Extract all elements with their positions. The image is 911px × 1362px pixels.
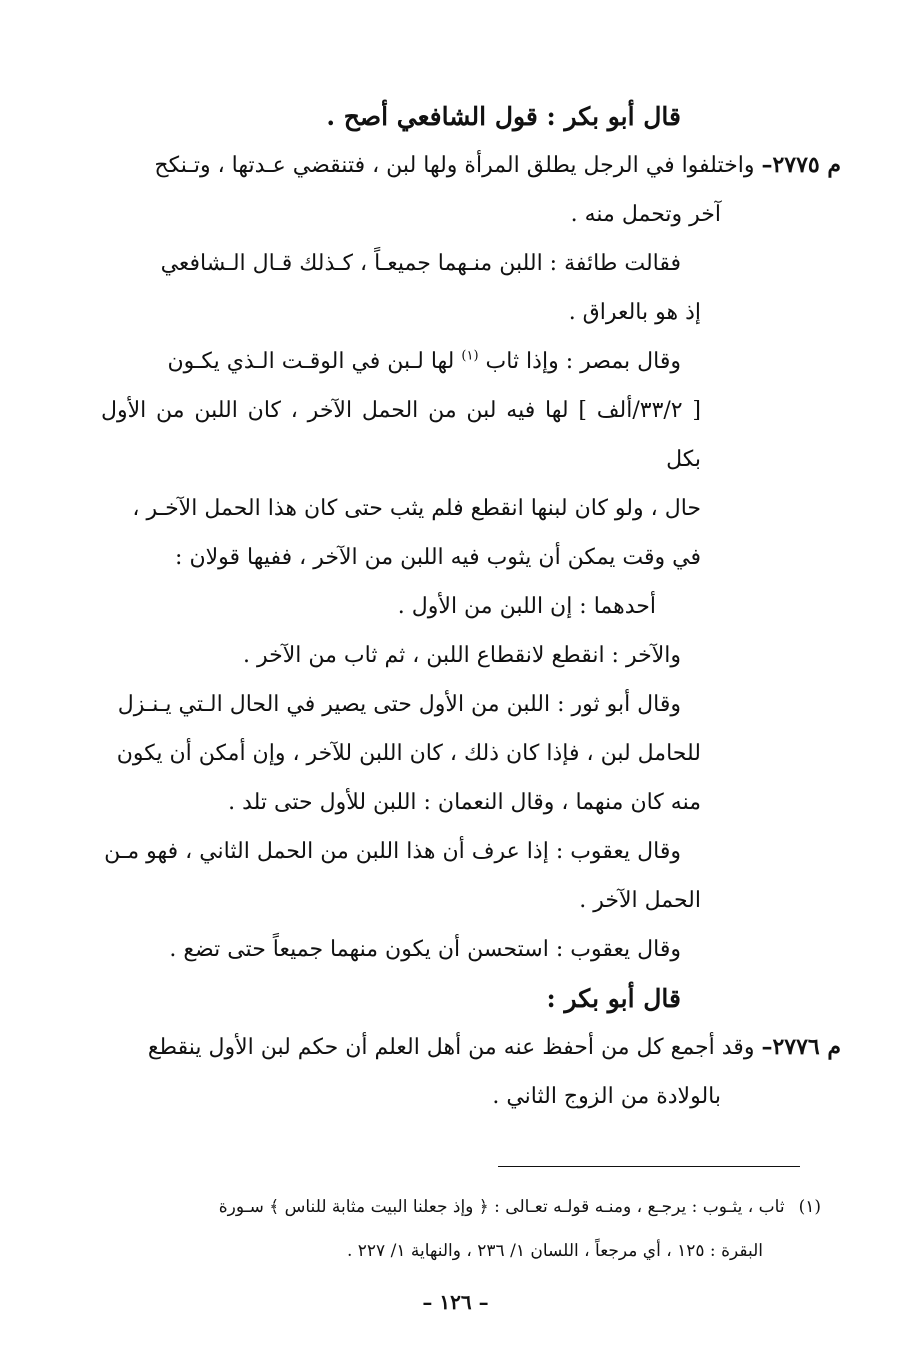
heading-abu-bakr-2: قال أبو بكر : [546,984,681,1013]
text-line: فقالت طائفة : اللبن منـهما جميعـاً ، كـذلك قـال الـشافعي [160,251,681,276]
entry-text-continued: بالولادة من الزوج الثاني . [492,1084,721,1109]
footnote-divider [498,1166,800,1167]
text-line: حال ، ولو كان لبنها انقطع فلم يثب حتى كان هذا الحمل الآخـر ، [132,496,701,521]
entry-text-continued: آخر وتحمل منه . [570,202,721,227]
text-line: الحمل الآخر . [579,888,701,913]
entry-2775 [101,141,841,239]
paragraph-misr [101,337,821,582]
paragraph-abu-thawr [101,680,821,827]
main-text [101,92,841,1121]
footnote [96,1185,821,1273]
footnote-number: (١) [798,1197,821,1217]
entry-number: م ٢٧٧٥– [761,152,841,178]
paragraph-yaqub-2: وقال يعقوب : استحسن أن يكون منهما جميعاً حتى تضع . [169,937,681,962]
text-span: لها لـبن في الوقـت الـذي يكـون [167,349,455,374]
footnote-text: ثاب ، يثـوب : يرجـع ، ومنـه قولـه تعـالى : ﴿ وإذ جعلنا البيت مثابة للناس ﴾ سـورة [218,1197,785,1217]
text-line: للحامل لبن ، فإذا كان ذلك ، كان اللبن للآخر ، وإن أمكن أن يكون [116,741,701,766]
entry-text: واختلفوا في الرجل يطلق المرأة ولها لبن ، فتنقضي عـدتها ، وتـنكح [154,153,755,178]
text-line: إذ هو بالعراق . [568,300,701,325]
entry-2776 [101,1023,841,1121]
text-line: وقال أبو ثور : اللبن من الأول حتى يصير في الحال الـتي يـنـزل [117,692,681,717]
text-line: وقال يعقوب : إذا عرف أن هذا اللبن من الحمل الثاني ، فهو مـن [104,839,681,864]
entry-text: وقد أجمع كل من أحفظ عنه من أهل العلم أن حكم لبن الأول ينقطع [147,1035,755,1060]
paragraph-second-opinion: والآخر : انقطع لانقطاع اللبن ، ثم ثاب من الآخر . [243,643,681,668]
paragraph-first-opinion: أحدهما : إن اللبن من الأول . [397,594,656,619]
text-line: في وقت يمكن أن يثوب فيه اللبن من الآخر ، ففيها قولان : [175,545,701,570]
paragraph-yaqub-1 [101,827,821,925]
paragraph-taifa [101,239,821,337]
text-line: منه كان منهما ، وقال النعمان : اللبن للأول حتى تلد . [228,790,701,815]
text-span: وقال بمصر : وإذا ثاب [485,349,681,374]
footnote-reference: (١) [461,348,479,364]
footnote-text-continued: البقرة : ١٢٥ ، أي مرجعاً ، اللسان ١/ ٢٣٦ ، والنهاية ١/ ٢٢٧ . [346,1241,763,1261]
text-line [101,337,821,386]
page-number: – ١٢٦ – [422,1290,489,1314]
text-line: [ ٣٣/٢/ألف ] لها فيه لبن من الحمل الآخر ، كان اللبن من الأول بكل [101,398,702,472]
heading-abu-bakr-1: قال أبو بكر : قول الشافعي أصح . [326,102,681,131]
entry-number: م ٢٧٧٦– [761,1034,841,1060]
footnote-line [96,1185,821,1229]
